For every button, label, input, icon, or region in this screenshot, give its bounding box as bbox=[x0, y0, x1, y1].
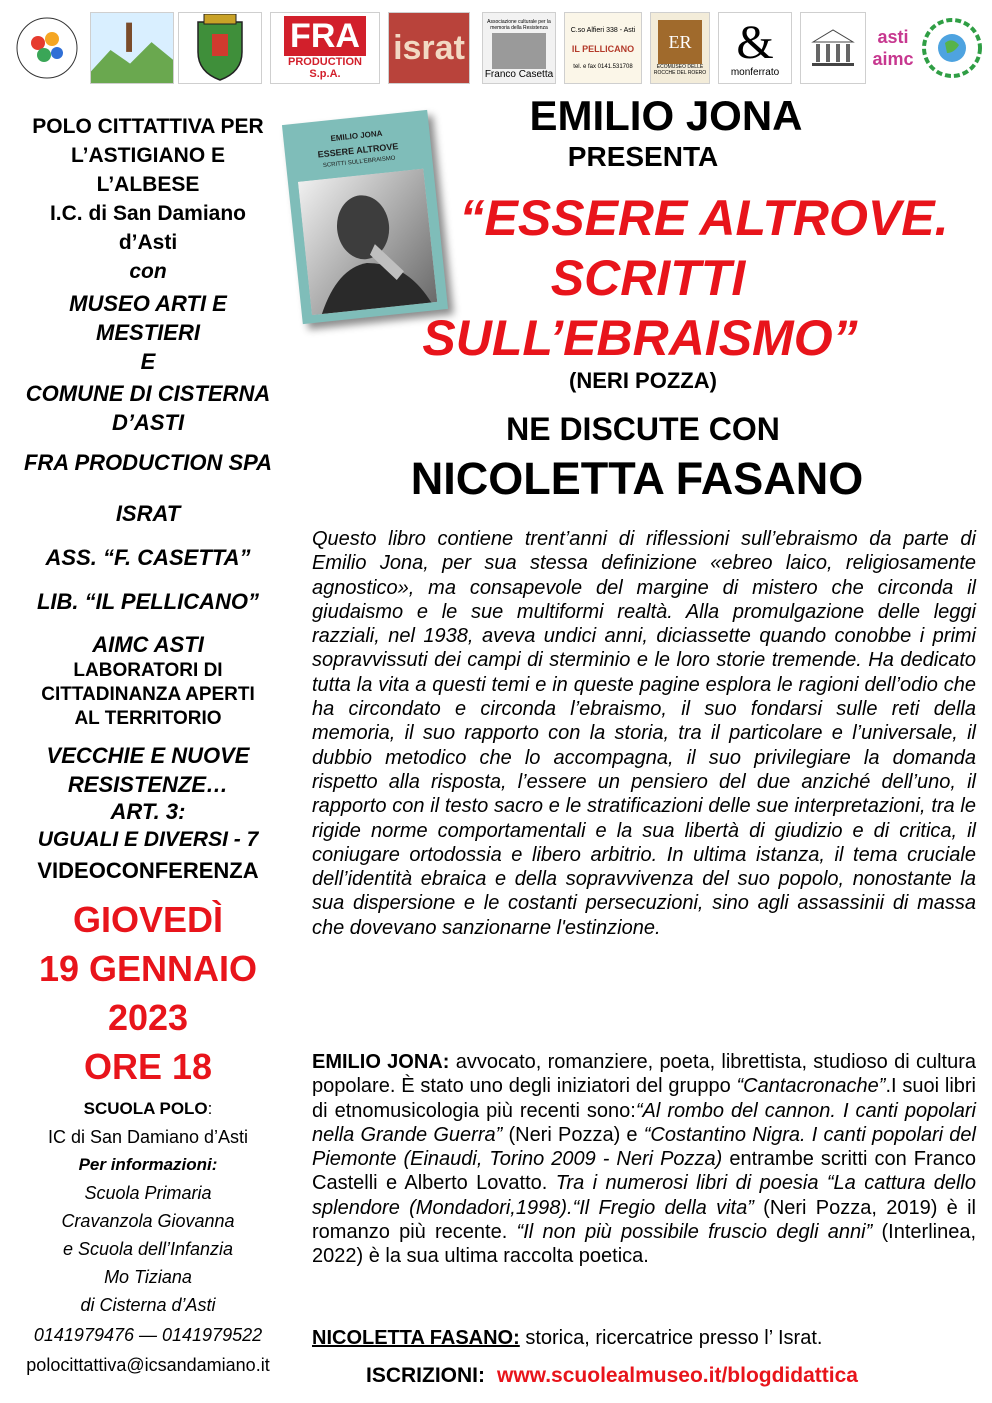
info-label: Per informazioni: bbox=[78, 1155, 218, 1174]
logo-circle bbox=[920, 12, 984, 84]
guest-bio-text: storica, ricercatrice presso l’ Israt. bbox=[519, 1327, 823, 1349]
logo-franco-casetta bbox=[482, 12, 556, 84]
bio-italic-4: Tra i numerosi libri di poesia “La cattura dello splendore (Mondadori,1998).“Il Fregio della vita” bbox=[312, 1172, 976, 1219]
videoconferenza-label: VIDEOCONFERENZA bbox=[37, 858, 259, 883]
logo-pellicano bbox=[564, 12, 642, 84]
scuola-polo-label: SCUOLA POLO bbox=[83, 1099, 208, 1118]
book-cover-title: ESSERE ALTROVE bbox=[317, 141, 399, 160]
bio-text-6: (Interlinea, 2022) è la sua ultima raccolta poetica. bbox=[312, 1221, 977, 1268]
pellicano-address: C.so Alfieri 338 - Asti bbox=[570, 26, 636, 34]
event-date: 19 GENNAIO bbox=[38, 948, 258, 989]
pellicano-logo-text: IL PELLICANO bbox=[571, 43, 635, 54]
book-title-line-3: SULL’EBRAISMO” bbox=[422, 310, 858, 366]
globe-children-icon bbox=[921, 17, 983, 79]
presenta-label: PRESENTA bbox=[567, 141, 719, 172]
logo-unesco bbox=[800, 12, 866, 84]
event-time: ORE 18 bbox=[83, 1046, 213, 1087]
museo-landscape-icon bbox=[91, 12, 173, 84]
book-description: Questo libro contiene trent’anni di riflessioni sull’ebraismo da parte di Emilio Jona, per sua stessa definizione «ebreo laico, religiosamente agnostico», ma consapevole del margine di mistero che circonda il giudaismo e le sue multiformi realtà. Alla promulgazione delle leggi razziali, nel 1938, aveva undici anni, diciassette quando conobbe i primi sopravvissuti dei campi di sterminio e le loro storie tremende. Ha dedicato tutta la vita a questi temi e in queste pagine esplora le ragioni dell’odio che ha circondato e circonda l’ebraismo, il suo fondarsi sulle reti della memoria, il suo rapporto con la storia, tra il particolare e l’universale, il dubbio metodico che lo accompagna, il suo privilegiare la domanda rispetto alla risposta, l’essere un pensiero del due anziché dell’uno, il rapporto con il testo sacro e le stratificazioni delle sue interpretazioni, tra le rigide norme comportamentali e la sua libertà di giudizio e di critica, il coniugare ortodossia e libero arbitrio. In ultima istanza, il tema cruciale dell’identità ebraica e della sopravvivenza del suo popolo, nonostante la sua dispersione e le costanti persecuzioni, sino agli assassinii di massa che dovevano sanzionarne l'estinzione. bbox=[312, 528, 976, 939]
vecchie-line-2: RESISTENZE… bbox=[67, 772, 229, 797]
organizer-line-4: I.C. di San Damiano bbox=[49, 202, 247, 225]
book-title-line-2: SCRITTI bbox=[550, 250, 746, 306]
bio-italic-1: “Cantacronache” bbox=[736, 1075, 886, 1098]
logo-et-monferrato bbox=[718, 12, 792, 84]
ecomuseo-mark-icon: ER bbox=[658, 20, 702, 64]
logo-strip bbox=[8, 8, 984, 90]
fra-logo-text: FRA bbox=[284, 16, 366, 56]
museo-line-1: MUSEO ARTI E bbox=[69, 291, 227, 316]
uguali-label: UGUALI E DIVERSI - 7 bbox=[37, 828, 259, 851]
bio-italic-5: “Il non più possibile fruscio degli anni” bbox=[516, 1221, 873, 1244]
israt-label: ISRAT bbox=[115, 501, 181, 526]
event-year: 2023 bbox=[107, 997, 189, 1038]
fra-logo-subtext: PRODUCTION S.p.A. bbox=[288, 56, 362, 80]
pellicano-phone: tel. e fax 0141.531708 bbox=[573, 63, 633, 70]
laboratori-line-3: AL TERRITORIO bbox=[74, 708, 222, 729]
guest-name-heading: NICOLETTA FASANO bbox=[410, 453, 864, 504]
unesco-temple-icon bbox=[808, 28, 858, 68]
publisher-label: (NERI POZZA) bbox=[569, 368, 717, 393]
iscrizioni-line bbox=[366, 1363, 858, 1389]
ecomuseo-caption: ECOMUSEO DELLE ROCCHE DEL ROERO bbox=[653, 64, 707, 76]
book-cover-author: EMILIO JONA bbox=[330, 128, 383, 144]
casetta-portrait-image bbox=[492, 33, 546, 69]
logo-israt bbox=[388, 12, 470, 84]
vecchie-line-1: VECCHIE E NUOVE bbox=[46, 743, 250, 768]
organizer-line-2: L’ASTIGIANO E bbox=[70, 144, 225, 167]
logo-fra bbox=[270, 12, 380, 84]
scuola-polo-value: IC di San Damiano d’Asti bbox=[47, 1127, 249, 1147]
info-line-3: e Scuola dell’Infanzia bbox=[62, 1239, 234, 1259]
guest-bio bbox=[312, 1326, 822, 1350]
organizer-line-5: d’Asti bbox=[118, 231, 178, 254]
con-label: con bbox=[129, 260, 167, 283]
iscrizioni-link[interactable]: www.scuolealmuseo.it/blogdidattica bbox=[497, 1364, 858, 1387]
bio-text-2: .I suoi libri di etnomusicologia più recenti sono: bbox=[312, 1075, 976, 1122]
left-column bbox=[0, 112, 296, 1379]
phone-numbers: 0141979476 — 0141979522 bbox=[33, 1325, 263, 1345]
casetta-logo-name: Franco Casetta bbox=[484, 68, 554, 80]
author-heading: EMILIO JONA bbox=[529, 92, 803, 139]
contact-email[interactable]: polocittattiva@icsandamiano.it bbox=[26, 1355, 270, 1375]
ampersand-logo-text: & bbox=[736, 15, 774, 69]
laboratori-line-2: CITTADINANZA APERTI bbox=[41, 684, 255, 705]
bio-name: EMILIO JONA: bbox=[312, 1051, 450, 1073]
ne-discute-label: NE DISCUTE CON bbox=[506, 411, 780, 447]
casetta-label: ASS. “F. CASETTA” bbox=[45, 545, 251, 570]
author-bio bbox=[312, 1050, 976, 1269]
aimc-label: AIMC ASTI bbox=[92, 632, 204, 657]
book-title-line-1: “ESSERE ALTROVE. bbox=[459, 190, 949, 246]
info-line-5: di Cisterna d’Asti bbox=[80, 1295, 216, 1315]
art-label: ART. 3: bbox=[110, 799, 186, 824]
bio-text-4: entrambe scritti con Franco Castelli e Alberto Lovatto. bbox=[312, 1148, 976, 1195]
aimc-asti-text: asti bbox=[877, 27, 909, 47]
polo-cittattiva-hands-icon bbox=[8, 12, 86, 84]
logo-polo-cittattiva bbox=[8, 12, 86, 84]
logo-ecomuseo bbox=[650, 12, 710, 84]
bio-italic-2: “Al rombo del cannon. I canti popolari nella Grande Guerra” bbox=[312, 1099, 976, 1146]
museo-line-2: MESTIERI bbox=[96, 320, 200, 345]
comune-line-2: D’ASTI bbox=[111, 410, 185, 435]
pellicano-label: LIB. “IL PELLICANO” bbox=[36, 589, 260, 614]
e-label: E bbox=[140, 349, 156, 374]
scuola-polo-line bbox=[0, 1095, 296, 1123]
monferrato-logo-text: monferrato bbox=[730, 66, 780, 78]
fra-production-label: FRA PRODUCTION SPA bbox=[23, 450, 273, 475]
scuola-polo-colon: : bbox=[207, 1099, 213, 1118]
book-cover-subtitle: SCRITTI SULL'EBRAISMO bbox=[322, 155, 396, 170]
casetta-logo-caption: Associazione culturale per la memoria della Resistenza bbox=[487, 18, 551, 31]
bio-text-5: (Neri Pozza, 2019) è il romanzo più recente. bbox=[312, 1196, 976, 1244]
guest-bio-name: NICOLETTA FASANO: bbox=[312, 1327, 520, 1349]
bio-text-1: avvocato, romanziere, poeta, librettista, studioso di cultura popolare. È stato uno degli iniziatori del gruppo bbox=[312, 1051, 976, 1098]
logo-comune-cisterna bbox=[178, 12, 262, 84]
logo-aimc-asti bbox=[870, 12, 916, 84]
comune-line-1: COMUNE DI CISTERNA bbox=[25, 381, 271, 406]
author-portrait-photo bbox=[298, 169, 437, 315]
organizer-line-3: L’ALBESE bbox=[96, 173, 200, 196]
laboratori-line-1: LABORATORI DI bbox=[73, 660, 223, 681]
bio-text-3: (Neri Pozza) e bbox=[502, 1123, 644, 1146]
info-line-2: Cravanzola Giovanna bbox=[61, 1211, 235, 1231]
coat-of-arms-icon bbox=[190, 14, 250, 82]
logo-museo bbox=[90, 12, 174, 84]
info-line-4: Mo Tiziana bbox=[104, 1267, 192, 1287]
aimc-text: aimc bbox=[872, 49, 914, 69]
iscrizioni-label: ISCRIZIONI: bbox=[366, 1364, 485, 1387]
bio-italic-3: “Costantino Nigra. I canti popolari del Piemonte (Einaudi, Torino 2009 - Neri Pozza) bbox=[312, 1123, 977, 1171]
israt-logo-text: israt bbox=[393, 28, 465, 67]
event-day: GIOVEDÌ bbox=[72, 899, 224, 940]
organizer-line-1: POLO CITTATTIVA PER bbox=[32, 115, 264, 138]
info-line-1: Scuola Primaria bbox=[84, 1183, 212, 1203]
